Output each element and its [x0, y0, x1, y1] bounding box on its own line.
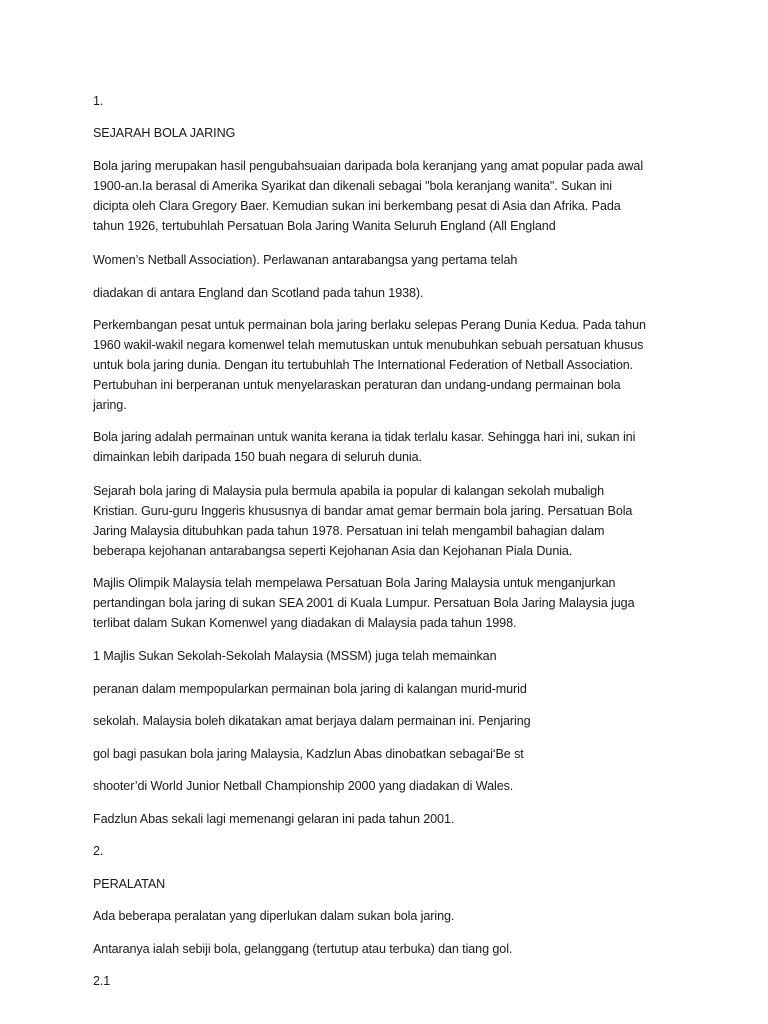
paragraph — [93, 711, 683, 731]
paragraph — [93, 156, 683, 236]
section-number — [93, 841, 683, 861]
text-line: untuk bola jaring dunia. Dengan itu tertubuhlah The International Federation of Netball Association. — [93, 358, 634, 372]
text-line: 1. — [93, 94, 104, 108]
text-line: 1 Majlis Sukan Sekolah-Sekolah Malaysia (MSSM) juga telah memainkan — [93, 649, 497, 663]
text-line: sekolah. Malaysia boleh dikatakan amat berjaya dalam permainan ini. Penjaring — [93, 714, 531, 728]
text-line: diadakan di antara England dan Scotland pada tahun 1938). — [93, 286, 424, 300]
text-line: Antaranya ialah sebiji bola, gelanggang (tertutup atau terbuka) dan tiang gol. — [93, 942, 513, 956]
text-line: Bola jaring adalah permainan untuk wanita kerana ia tidak terlalu kasar. Sehingga hari ini, sukan ini — [93, 430, 636, 444]
paragraph — [93, 481, 683, 561]
text-line: 2.1 — [93, 974, 111, 988]
paragraph — [93, 427, 683, 467]
text-line: Fadzlun Abas sekali lagi memenangi gelaran ini pada tahun 2001. — [93, 812, 455, 826]
text-line: tahun 1926, tertubuhlah Persatuan Bola Jaring Wanita Seluruh England (All England — [93, 219, 556, 233]
text-line: 1960 wakil-wakil negara komenwel telah memutuskan untuk menubuhkan sebuah persatuan khusus — [93, 338, 644, 352]
text-line: dimainkan lebih daripada 150 buah negara di seluruh dunia. — [93, 450, 422, 464]
section-number — [93, 91, 683, 111]
paragraph — [93, 250, 683, 270]
text-line: Jaring Malaysia ditubuhkan pada tahun 1978. Persatuan ini telah mengambil bahagian dalam — [93, 524, 605, 538]
text-line: beberapa kejohanan antarabangsa seperti Kejohanan Asia dan Kejohanan Piala Dunia. — [93, 544, 573, 558]
text-line: Sejarah bola jaring di Malaysia pula bermula apabila ia popular di kalangan sekolah mubaligh — [93, 484, 604, 498]
paragraph — [93, 906, 683, 926]
text-line: terlibat dalam Sukan Komenwel yang diadakan di Malaysia pada tahun 1998. — [93, 616, 517, 630]
text-line: pertandingan bola jaring di sukan SEA 2001 di Kuala Lumpur. Persatuan Bola Jaring Malaysia juga — [93, 596, 635, 610]
section-heading — [93, 874, 683, 894]
section-heading — [93, 123, 683, 143]
paragraph — [93, 283, 683, 303]
text-line: Ada beberapa peralatan yang diperlukan dalam sukan bola jaring. — [93, 909, 455, 923]
text-line: Kristian. Guru-guru Inggeris khususnya di bandar amat gemar bermain bola jaring. Persatuan Bola — [93, 504, 633, 518]
text-line: Bola jaring merupakan hasil pengubahsuaian daripada bola keranjang yang amat popular pada awal — [93, 159, 644, 173]
text-line: jaring. — [93, 398, 127, 412]
text-line: shooter’di World Junior Netball Championship 2000 yang diadakan di Wales. — [93, 779, 514, 793]
section-number — [93, 971, 683, 991]
text-line: Perkembangan pesat untuk permainan bola jaring berlaku selepas Perang Dunia Kedua. Pada tahun — [93, 318, 646, 332]
paragraph — [93, 315, 683, 415]
text-line: Majlis Olimpik Malaysia telah mempelawa Persatuan Bola Jaring Malaysia untuk menganjurkan — [93, 576, 616, 590]
text-line: PERALATAN — [93, 877, 166, 891]
text-line: gol bagi pasukan bola jaring Malaysia, Kadzlun Abas dinobatkan sebagai‘Be st — [93, 747, 524, 761]
paragraph — [93, 679, 683, 699]
text-line: 1900-an.Ia berasal di Amerika Syarikat dan dikenali sebagai "bola keranjang wanita". Sukan ini — [93, 179, 613, 193]
text-line: Pertubuhan ini berperanan untuk menyelaraskan peraturan dan undang-undang permainan bola — [93, 378, 621, 392]
paragraph — [93, 809, 683, 829]
paragraph — [93, 744, 683, 764]
text-line: SEJARAH BOLA JARING — [93, 126, 236, 140]
text-line: dicipta oleh Clara Gregory Baer. Kemudian sukan ini berkembang pesat di Asia dan Afrika. Pada — [93, 199, 621, 213]
text-line: 2. — [93, 844, 104, 858]
paragraph — [93, 939, 683, 959]
paragraph — [93, 776, 683, 796]
paragraph — [93, 646, 683, 666]
text-line: peranan dalam mempopularkan permainan bola jaring di kalangan murid-murid — [93, 682, 527, 696]
paragraph — [93, 573, 683, 633]
text-line: Women’s Netball Association). Perlawanan antarabangsa yang pertama telah — [93, 253, 518, 267]
